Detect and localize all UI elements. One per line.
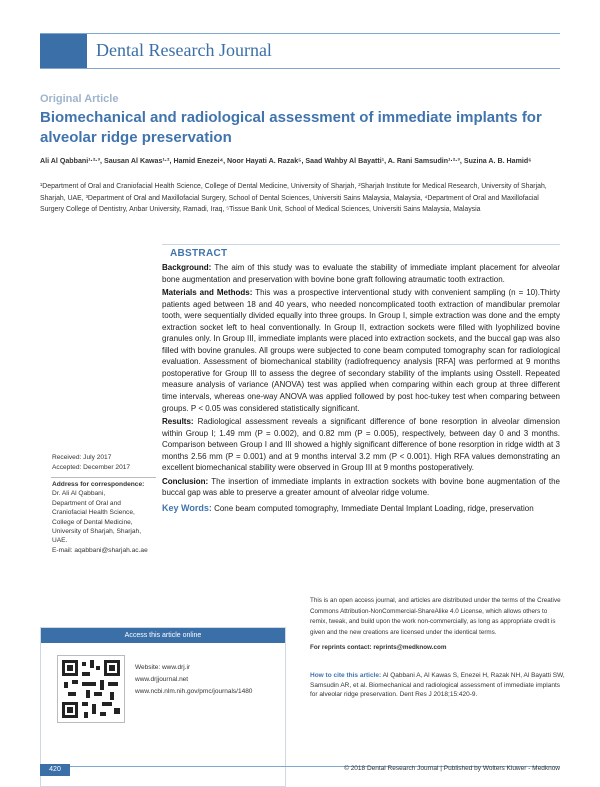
citation-text: Al Qabbani A, Al Kawas S, Enezei H, Razak NH, Al Bayatti SW, Samsudin AR, et al. Biomechanical and radiological assessment of immediate implants for alveolar ridge preservation. Dent Res J 2018;15:420-9.: [310, 672, 565, 698]
correspondence-name: Dr. Ali Al Qabbani,: [52, 490, 106, 498]
abstract-keywords: Key Words: Cone beam computed tomography, Immediate Dental Implant Loading, ridge, preservation: [162, 502, 534, 513]
access-online-box: [40, 627, 286, 787]
citation-heading: How to cite this article:: [310, 672, 382, 679]
citation-box: [310, 671, 566, 700]
article-type: Original Article: [40, 93, 119, 105]
correspondence: [52, 480, 152, 555]
dates: [52, 453, 130, 473]
website-link-3[interactable]: www.ncbi.nlm.nih.gov/pmc/journals/1480: [135, 688, 253, 695]
abstract-divider: [162, 244, 560, 245]
author-list: Ali Al Qabbani¹·²·³, Sausan Al Kawas¹·², Hamid Enezei⁴, Noor Hayati A. Razak⁵, Saad Wahby Al Bayatti¹, A. Rani Samsudin¹·²·³, Suzina A. B. Hamid⁶: [40, 157, 532, 165]
correspondence-divider: [51, 477, 156, 478]
access-heading: Access this article online: [41, 628, 285, 643]
journal-name: Dental Research Journal: [96, 40, 272, 60]
abstract-body: [162, 262, 560, 516]
journal-color-block: [40, 34, 87, 68]
accepted-date: Accepted: December 2017: [52, 464, 131, 471]
abstract-heading: ABSTRACT: [170, 248, 228, 259]
page-number: 420: [40, 764, 70, 776]
website-link[interactable]: Website: www.drj.ir: [135, 664, 191, 671]
reprints-contact[interactable]: For reprints contact: reprints@medknow.com: [310, 644, 447, 651]
correspondence-email[interactable]: E-mail: aqabbani@sharjah.ac.ae: [52, 546, 148, 554]
footer-copyright: © 2018 Dental Research Journal | Published by Wolters Kluwer - Medknow: [344, 765, 560, 772]
correspondence-heading: Address for correspondence:: [52, 481, 145, 488]
received-date: Received: July 2017: [52, 454, 112, 461]
correspondence-dept: Department of Oral and Craniofacial Health Science, College of Dental Medicine, University of Sharjah, Sharjah, UAE.: [52, 499, 142, 545]
affiliations: ¹Department of Oral and Craniofacial Health Science, College of Dental Medicine, University of Sharjah, ²Sharjah Institute for Medical Research, University of Sharjah, Sharjah, UAE, ³Department of Oral and Maxillofacial Surgery, School of Dental Sciences, Universiti Sains Malaysia, Malaysia, ⁴Department of Oral and Maxillofacial Surgery College of Dentistry, Anbar University, Ramadi, Iraq, ⁵Tissue Bank Unit, School of Medical Sciences, Universiti Sains Malaysia, Malaysia: [40, 183, 547, 214]
abstract-conclusion: Conclusion: The insertion of immediate implants in extraction sockets with bovine bone augmentation of the buccal gap was able to preserve a greater amount of alveolar ridge volume.: [162, 476, 560, 498]
paper-title: Biomechanical and radiological assessment of immediate implants for alveolar ridge preservation: [40, 109, 542, 146]
qr-code-icon: [57, 655, 125, 723]
abstract-background: Background: The aim of this study was to evaluate the stability of immediate implant placement for alveolar bone augmentation and preservation with bovine bone graft following atraumatic tooth extraction.: [162, 263, 560, 284]
abstract-results: Results: Radiological assessment reveals a significant difference of bone resorption in alveolar dimension within Group I; 1.49 mm (P = 0.002), and 0.82 mm (P = 0.005), respectively, between day 0 and 3 months. Comparison between Group I and III showed a highly significant difference of bone resorption in ridge width at 3 months 2.56 mm (P = 0.001) and at 9 months interval 3.2 mm (P < 0.001). High RFA values demonstrating an excellent biomechanical stability were observed in Group III at 9 months postoperatively.: [162, 417, 560, 473]
abstract-methods: Materials and Methods: This was a prospective interventional study with convenient sampling (n = 10).Thirty patients aged between 18 and 40 years, who needed noncomplicated tooth extraction of mandibular premolar tooth, were sequentially divided equally into three groups. In Group I, simple extraction was done and the empty extraction socket left to heal conventionally. In Group II, extraction sockets were filled with lyophilized bovine granules only. In Group III, immediate implants were placed into extraction sockets, and the buccal gap was also filled with bovine granules. All groups were subjected to cone beam computed tomography scan for radiological evaluation. Assessment of biomechanical stability (radiofrequency analysis [RFA] was performed at 9 months postoperative for Group III to assess the degree of secondary stability of the implants using Osstell. Repeated measure analysis of variance (ANOVA) test was applied when comparing within each group at three different time intervals, whereas one-way ANOVA was applied followed by post hoc-tukey test when comparing between groups. P < 0.05 was considered statistically significant.: [162, 288, 561, 413]
license-text: This is an open access journal, and articles are distributed under the terms of the Creative Commons Attribution-NonCommercial-ShareAlike 4.0 License, which allows others to remix, tweak, and build upon the work non-commercially, as long as appropriate credit is given and the new creations are licensed under the identical terms.: [310, 597, 561, 636]
open-access-notice: [310, 596, 566, 654]
journal-header: [40, 33, 560, 69]
website-link-2[interactable]: www.drjjournal.net: [135, 676, 189, 683]
